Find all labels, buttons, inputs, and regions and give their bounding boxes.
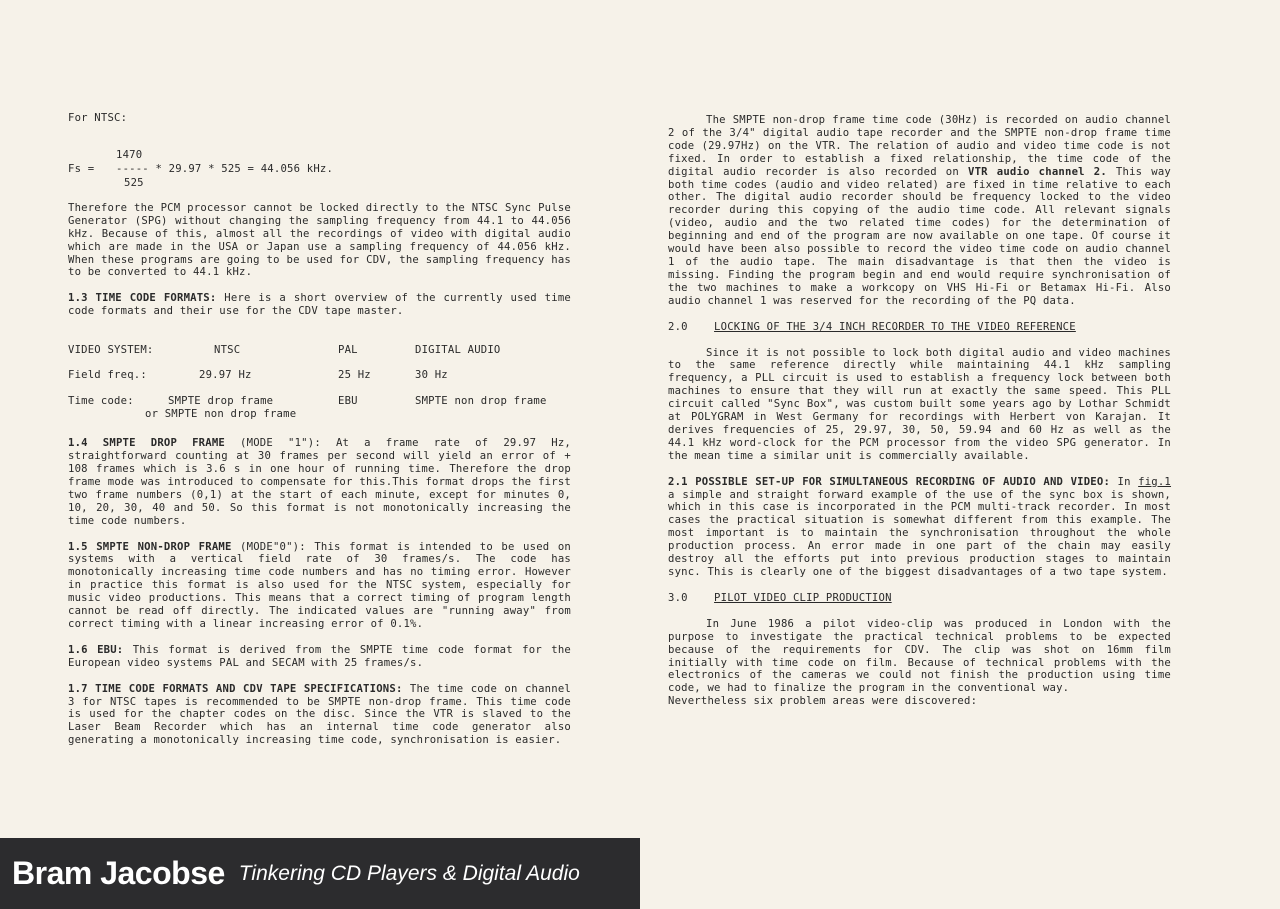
- paragraph-smpte-part-2: This way both time codes (audio and video related) are fixed in time relative to each other. The digital audio recorder should be frequency locked to the video recorder during this copying of the audio time code. All relevant signals (video, audio and the two related time codes) for the determination of beginning and end of the program are now available on one tape. Of course it would have been also possible to record the video time code on audio channel 1 of the audio tape. The main disadvantage is that then the video is missing. Finding the program begin and end would require synchronisation of the two machines to make a workcopy on VHS Hi-Fi or Betamax Hi-Fi. Also audio channel 1 was reserved for the recording of the PQ data.: [668, 165, 1172, 307]
- table-header-pal: PAL: [338, 344, 358, 357]
- section-2-0-heading: [668, 321, 1171, 334]
- author-name: Bram Jacobse: [12, 855, 225, 891]
- formula-expression: ----- * 29.97 * 525 = 44.056 kHz.: [116, 162, 334, 175]
- section-1-5: [68, 541, 571, 631]
- section-2-1-text-b: a simple and straight forward example of the use of the sync box is shown, which in this case is incorporated in the PCM multi-track recorder. In most cases the practical situation is somewhat different from this example. The most important is to maintain the synchronisation throughout the whole production process. An error made in one part of the chain may easily destroy all the efforts put into previous production stages to maintain sync. This is clearly one of the biggest disadvantages of a two tape system.: [668, 488, 1171, 578]
- paragraph-smpte-recording: [668, 114, 1171, 308]
- formula-denominator: 525: [124, 176, 144, 189]
- time-code-label: Time code:: [68, 395, 134, 408]
- paragraph-pcm-lock: Therefore the PCM processor cannot be locked directly to the NTSC Sync Pulse Generator (SPG) without changing the sampling frequency from 44.1 to 44.056 kHz. Because of this, almost all the recordings of video with digital audio which are made in the USA or Japan use a sampling frequency of 44.056 kHz. When these programs are going to be used for CDV, the sampling frequency has to be converted to 44.1 kHz.: [68, 201, 571, 279]
- section-1-7-heading: 1.7 TIME CODE FORMATS AND CDV TAPE SPECIFICATIONS:: [68, 682, 403, 695]
- section-2-1-text-a: In: [1110, 475, 1139, 488]
- time-code-digital: SMPTE non drop frame: [415, 395, 547, 408]
- author-tagline: Tinkering CD Players & Digital Audio: [238, 861, 580, 885]
- section-1-3-text: Here is a short overview of the currently used time code formats and their use for the CDV tape master.: [68, 292, 571, 318]
- time-code-ntsc-1: SMPTE drop frame: [168, 395, 274, 408]
- section-1-6: [68, 644, 571, 670]
- section-1-4: [68, 437, 571, 527]
- section-1-7-text: The time code on channel 3 for NTSC tapes is recommended to be SMPTE non-drop frame. This time code is used for the chapter codes on the disc. Since the VTR is slaved to the Laser Beam Recorder which has an internal time code generator also generating a monotonically increasing time code, synchronisation is easier.: [68, 682, 571, 747]
- section-1-4-text: (MODE "1"): At a frame rate of 29.97 Hz, straightforward counting at 30 frames per second will yield an error of + 108 frames which is 3.6 s in one hour of running time. Therefore the drop frame mode was introduced to compensate for this.This format drops the first two frame numbers (0,1) at the start of each minute, except for minutes 0, 10, 20, 30, 40 and 50. So this format is not monotonically increasing the time code numbers.: [68, 437, 571, 527]
- section-2-0-number: 2.0: [668, 320, 688, 333]
- section-3-0-last-line: Nevertheless six problem areas were discovered:: [668, 695, 978, 708]
- time-code-pal: EBU: [338, 395, 358, 408]
- section-3-0-title: PILOT VIDEO CLIP PRODUCTION: [714, 591, 892, 604]
- figure-reference-link[interactable]: fig.1: [1138, 475, 1172, 488]
- right-column: [668, 114, 1171, 708]
- table-header-ntsc: NTSC: [214, 344, 241, 357]
- field-freq-label: Field freq.:: [68, 369, 147, 382]
- section-1-5-heading: 1.5 SMPTE NON-DROP FRAME: [68, 540, 232, 553]
- section-1-6-heading: 1.6 EBU:: [68, 643, 124, 656]
- field-freq-digital: 30 Hz: [415, 369, 448, 382]
- table-header-digital: DIGITAL AUDIO: [415, 344, 501, 357]
- author-banner: [0, 838, 640, 909]
- section-2-0-title: LOCKING OF THE 3/4 INCH RECORDER TO THE VIDEO REFERENCE: [714, 320, 1076, 333]
- time-code-table: [68, 336, 571, 424]
- formula-numerator: 1470: [116, 148, 143, 161]
- section-1-7: [68, 683, 571, 748]
- section-3-0-number: 3.0: [668, 591, 688, 604]
- section-3-0-text: In June 1986 a pilot video-clip was produced in London with the purpose to investigate the practical technical problems to be expected because of the requirements for CDV. The clip was shot on 16mm film initially with time code on film. Because of technical problems with the electronics of the cameras we could not finish the production using time code, we had to finalize the program in the conventional way.: [668, 617, 1171, 695]
- field-freq-pal: 25 Hz: [338, 369, 371, 382]
- sampling-formula: [68, 125, 571, 189]
- table-header-system: VIDEO SYSTEM:: [68, 344, 154, 357]
- formula-lhs: Fs =: [68, 162, 95, 175]
- section-1-4-heading: 1.4 SMPTE DROP FRAME: [68, 437, 225, 450]
- field-freq-ntsc: 29.97 Hz: [199, 369, 252, 382]
- paragraph-smpte-part-1: The SMPTE non-drop frame time code (30Hz) is recorded on audio channel 2 of the 3/4" digital audio tape recorder and the SMPTE non-drop frame time code (29.97Hz) on the VTR. The relation of audio and video time code is not fixed. In order to establish a fixed relationship, the time code of the digital audio recorder is also recorded on: [668, 114, 1171, 178]
- section-1-5-text: (MODE"0"): This format is intended to be used on systems with a vertical field rate of 30 frames/s. The code has monotonically increasing time code numbers and has no timing error. However in practice this format is also used for the NTSC system, especially for music video productions. This means that a correct timing of program length cannot be read off directly. The indicated values are "running away" from correct timing with a linear increasing error of 0.1%.: [68, 540, 571, 630]
- section-2-1: [668, 476, 1171, 579]
- section-1-3: [68, 292, 571, 318]
- section-2-1-heading: 2.1 POSSIBLE SET-UP FOR SIMULTANEOUS RECORDING OF AUDIO AND VIDEO:: [668, 475, 1111, 488]
- time-code-ntsc-2: or SMPTE non drop frame: [145, 408, 297, 421]
- vtr-channel-emphasis: VTR audio channel 2.: [968, 165, 1107, 178]
- section-1-3-heading: 1.3 TIME CODE FORMATS:: [68, 292, 217, 305]
- left-column: [68, 112, 571, 747]
- section-2-0-text: Since it is not possible to lock both digital audio and video machines to the same reference directly while maintaining 44.1 kHz sampling frequency, a PLL circuit is used to establish a frequency lock between both machines to ensure that they will run at exactly the same speed. This PLL circuit called "Sync Box", was custom built some years ago by Lothar Schmidt at POLYGRAM in West Germany for recordings with Herbert von Karajan. It derives frequencies of 25, 29.97, 30, 50, 59.94 and 60 Hz as well as the 44.1 kHz word-clock for the PCM processor from the video SPG generator. In the mean time a similar unit is commercially available.: [668, 346, 1171, 462]
- section-1-6-text: This format is derived from the SMPTE time code format for the European video systems PAL and SECAM with 25 frames/s.: [68, 643, 571, 669]
- ntsc-label: For NTSC:: [68, 112, 128, 124]
- section-3-0-heading: [668, 592, 1171, 605]
